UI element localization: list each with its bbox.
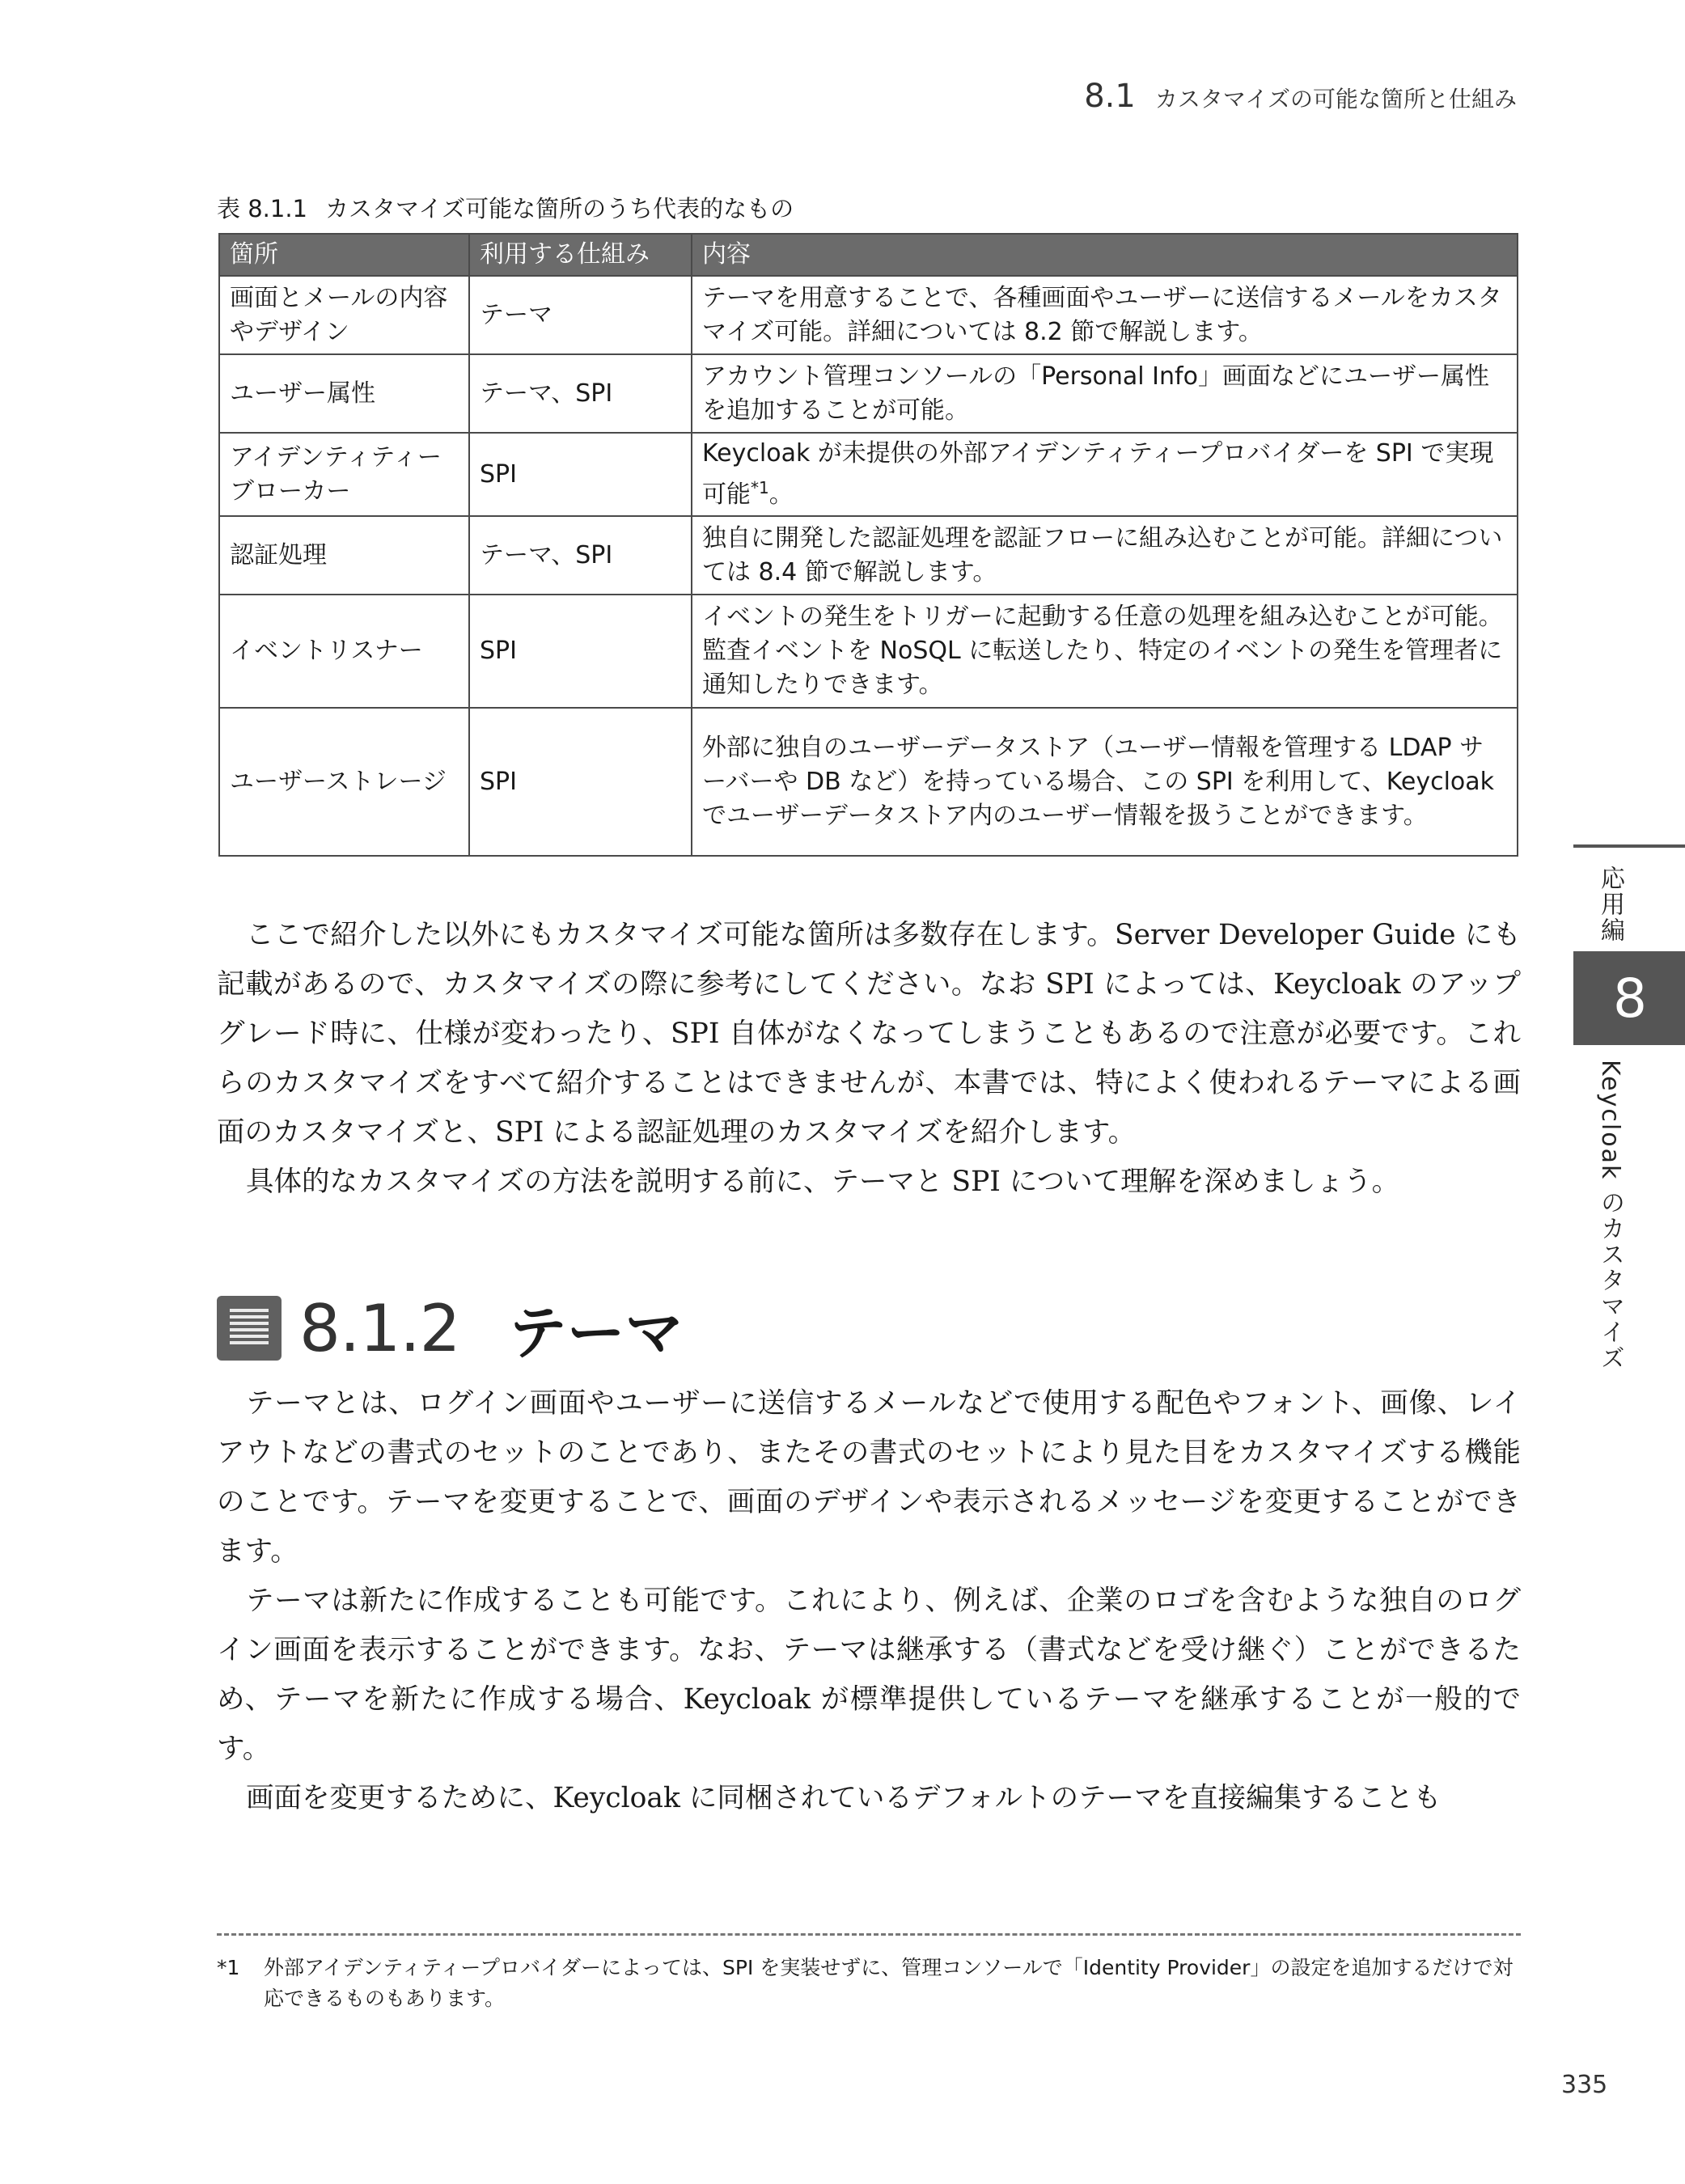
footnote-divider: [217, 1933, 1521, 1936]
table-row: [219, 354, 1518, 433]
side-tab-category: 応用編: [1596, 866, 1624, 943]
table-cell-content: イベントの発生をトリガーに起動する任意の処理を組み込むことが可能。監査イベントを NoSQL に転送したり、特定のイベントの発生を管理者に通知したりできます。: [692, 595, 1518, 708]
footnote-text: 外部アイデンティティープロバイダーによっては、SPI を実装せずに、管理コンソールで「Identity Provider」の設定を追加するだけで対応できるものもあります。: [264, 1956, 1514, 2010]
table-cell-content: テーマを用意することで、各種画面やユーザーに送信するメールをカスタマイズ可能。詳細については 8.2 節で解説します。: [692, 276, 1518, 354]
table-cell-place: ユーザーストレージ: [219, 708, 469, 856]
section-heading: [217, 1286, 684, 1370]
table-cell-content: 外部に独自のユーザーデータストア（ユーザー情報を管理する LDAP サーバーや DB など）を持っている場合、この SPI を利用して、Keycloak でユーザーデータストア内のユーザー情報を扱うことができます。: [692, 708, 1518, 856]
section-icon: [217, 1296, 282, 1361]
table-row: [219, 595, 1518, 708]
table-row: [219, 708, 1518, 856]
table-row: [219, 433, 1518, 516]
table-cell-mechanism: テーマ、SPI: [469, 516, 692, 595]
body-paragraph: テーマとは、ログイン画面やユーザーに送信するメールなどで使用する配色やフォント、画像、レイアウトなどの書式のセットのことであり、またその書式のセットにより見た目をカスタマイズする機能のことです。テーマを変更することで、画面のデザインや表示されるメッセージを変更することができます。: [217, 1387, 1521, 1568]
footnote-mark: *1: [217, 1956, 240, 1979]
table-cell-place: 認証処理: [219, 516, 469, 595]
side-tab-chapter-title: Keycloak のカスタマイズ: [1596, 1060, 1624, 1371]
table-cell-place: 画面とメールの内容やデザイン: [219, 276, 469, 354]
table-cell-content-end: 。: [768, 480, 794, 509]
running-header-section-number: 8.1: [1084, 78, 1136, 115]
table-cell-content: [692, 433, 1518, 516]
table-cell-place: ユーザー属性: [219, 354, 469, 433]
table-header-row: [219, 234, 1518, 276]
section-title: テーマ: [508, 1299, 684, 1367]
footnote: [217, 1953, 1521, 2014]
table-row: [219, 276, 1518, 354]
running-header: [1084, 78, 1517, 115]
table-cell-place: アイデンティティーブローカー: [219, 433, 469, 516]
table-cell-mechanism: SPI: [469, 595, 692, 708]
table-cell-mechanism: SPI: [469, 433, 692, 516]
table-header-content: 内容: [692, 234, 1518, 276]
side-tab-rule: [1573, 844, 1685, 848]
body-paragraph: テーマは新たに作成することも可能です。これにより、例えば、企業のロゴを含むような独自のログイン画面を表示することができます。なお、テーマは継承する（書式などを受け継ぐ）ことができるため、テーマを新たに作成する場合、Keycloak が標準提供しているテーマを継承することが一般的です。: [217, 1585, 1521, 1765]
side-tab-chapter-number: 8: [1573, 951, 1685, 1045]
page-number: 335: [1561, 2071, 1608, 2099]
running-header-section-title: カスタマイズの可能な箇所と仕組み: [1154, 86, 1517, 112]
footnote-reference: *1: [751, 478, 769, 497]
table-header-mechanism: 利用する仕組み: [469, 234, 692, 276]
table-caption-text: カスタマイズ可能な箇所のうち代表的なもの: [325, 195, 794, 222]
table-row: [219, 516, 1518, 595]
table-cell-content-text: Keycloak が未提供の外部アイデンティティープロバイダーを SPI で実現可能: [702, 439, 1494, 509]
table-cell-content: アカウント管理コンソールの「Personal Info」画面などにユーザー属性を追加することが可能。: [692, 354, 1518, 433]
table-cell-mechanism: テーマ: [469, 276, 692, 354]
table-caption-number: 表 8.1.1: [217, 195, 308, 222]
section-number: 8.1.2: [299, 1290, 460, 1366]
table-header-place: 箇所: [219, 234, 469, 276]
table-cell-place: イベントリスナー: [219, 595, 469, 708]
table-cell-content: 独自に開発した認証処理を認証フローに組み込むことが可能。詳細については 8.4 節で解説します。: [692, 516, 1518, 595]
table-cell-mechanism: テーマ、SPI: [469, 354, 692, 433]
body-paragraph: 画面を変更するために、Keycloak に同梱されているデフォルトのテーマを直接編集することも: [246, 1782, 1442, 1814]
body-paragraph: ここで紹介した以外にもカスタマイズ可能な箇所は多数存在します。Server Developer Guide にも記載があるので、カスタマイズの際に参考にしてください。なお SPI によっては、Keycloak のアップグレード時に、仕様が変わったり、SPI 自体がなくなってしまうこともあるので注意が必要です。これらのカスタマイズをすべて紹介することはできませんが、本書では、特によく使われるテーマによる画面のカスタマイズと、SPI による認証処理のカスタマイズを紹介します。: [217, 919, 1521, 1149]
table-cell-mechanism: SPI: [469, 708, 692, 856]
body-paragraph: 具体的なカスタマイズの方法を説明する前に、テーマと SPI について理解を深めましょう。: [246, 1166, 1400, 1198]
customization-table: [218, 233, 1518, 857]
table-caption: [217, 191, 794, 224]
